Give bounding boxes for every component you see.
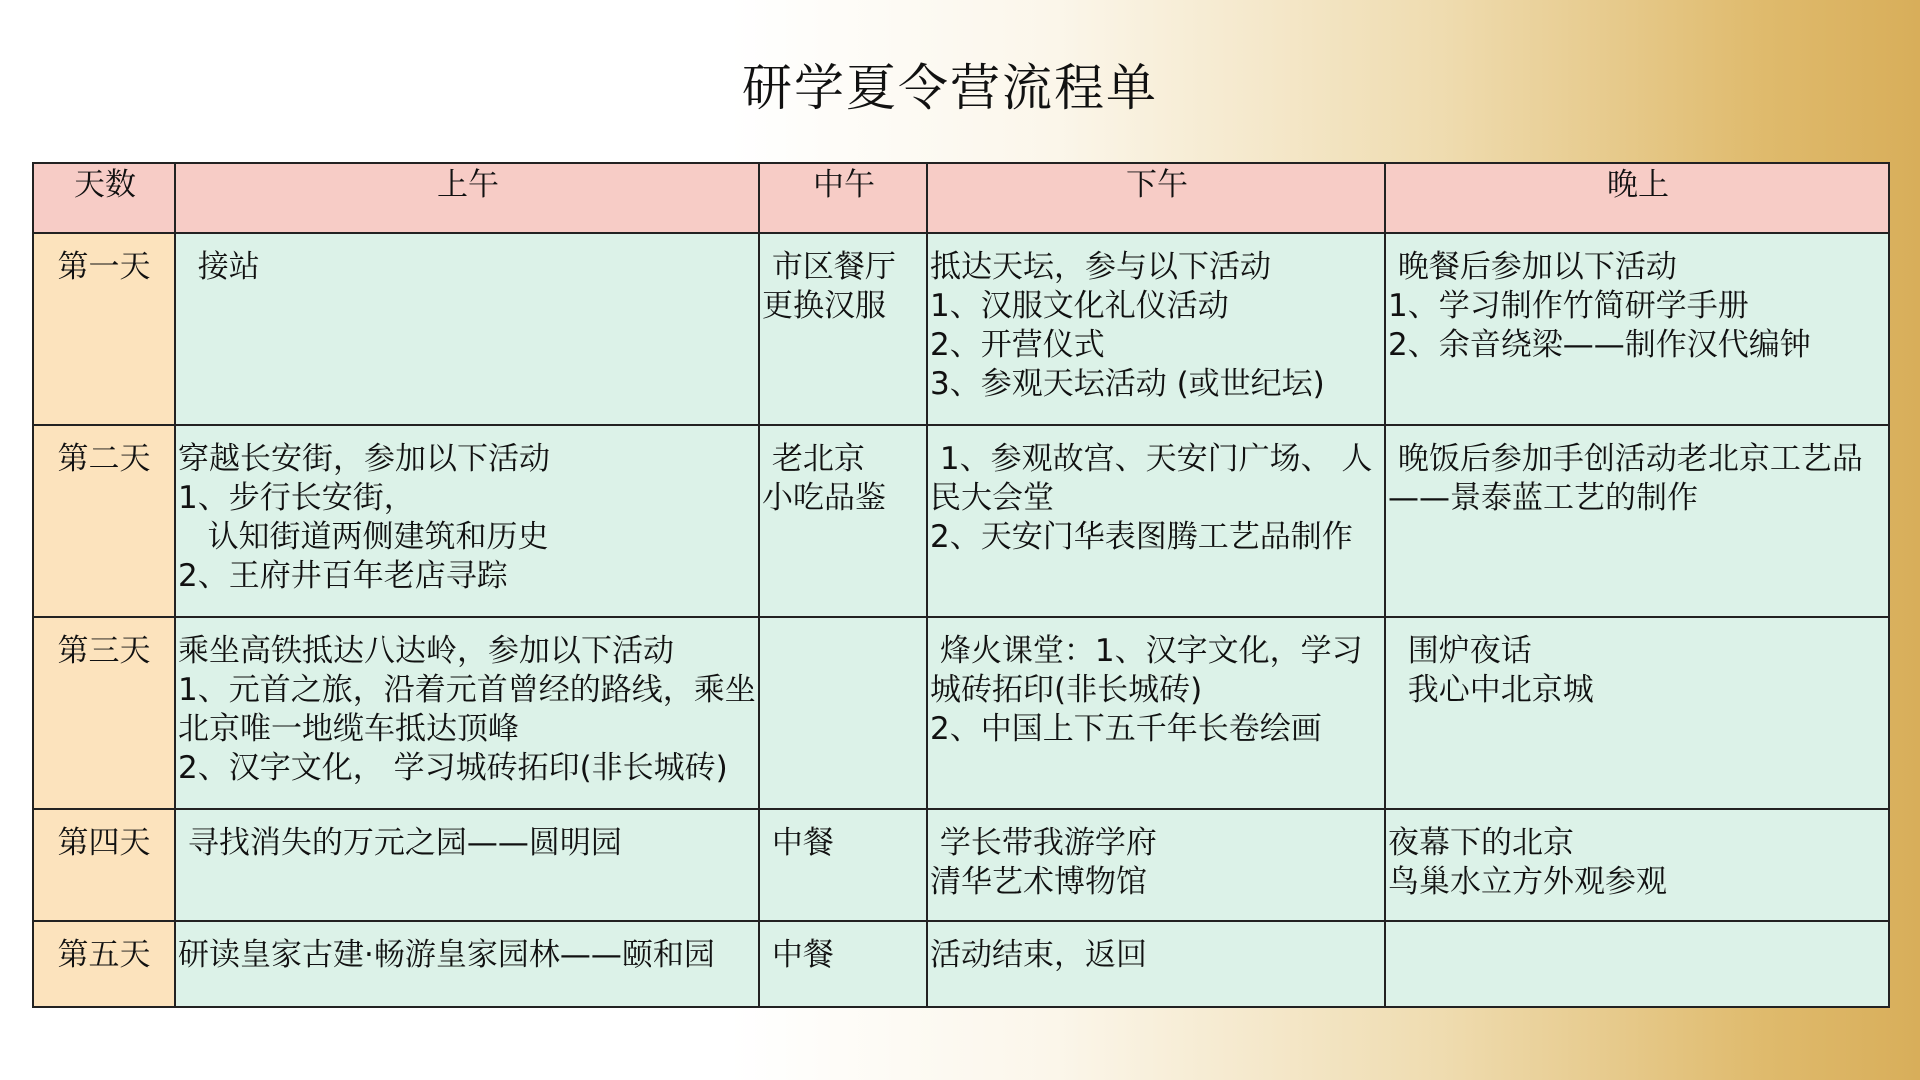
cell-noon — [759, 809, 927, 921]
cell-line: 清华艺术博物馆 — [930, 864, 1147, 900]
schedule-table — [32, 162, 1890, 1008]
cell-noon — [759, 233, 927, 425]
cell-line: 烽火课堂：1、汉字文化，学习城砖拓印(非长城砖) — [930, 633, 1363, 708]
cell-line: 中餐 — [762, 937, 834, 973]
cell-morning — [175, 233, 759, 425]
cell-afternoon — [927, 809, 1385, 921]
table-row — [33, 809, 1889, 921]
header-morning: 上午 — [175, 163, 759, 233]
cell-noon — [759, 425, 927, 617]
header-noon: 中午 — [759, 163, 927, 233]
cell-line: 中餐 — [762, 825, 834, 861]
table-row — [33, 921, 1889, 1007]
cell-line: 晚饭后参加手创活动老北京工艺品——景泰蓝工艺的制作 — [1388, 441, 1863, 516]
cell-line: 抵达天坛，参与以下活动 — [930, 249, 1271, 285]
cell-evening — [1385, 809, 1889, 921]
cell-day: 第一天 — [33, 233, 175, 425]
cell-day: 第二天 — [33, 425, 175, 617]
cell-line: 接站 — [178, 249, 260, 285]
table-row — [33, 425, 1889, 617]
table-row — [33, 233, 1889, 425]
page-title: 研学夏令营流程单 — [742, 59, 1158, 117]
cell-line: 小吃品鉴 — [762, 480, 886, 516]
cell-line: 研读皇家古建·畅游皇家园林——颐和园 — [178, 937, 715, 973]
cell-morning — [175, 921, 759, 1007]
header-afternoon: 下午 — [927, 163, 1385, 233]
cell-noon — [759, 617, 927, 809]
cell-line: 2、余音绕梁——制作汉代编钟 — [1388, 327, 1811, 363]
cell-noon — [759, 921, 927, 1007]
cell-line: 乘坐高铁抵达八达岭，参加以下活动 — [178, 633, 674, 669]
cell-line: 我心中北京城 — [1388, 672, 1594, 708]
cell-line: 2、王府井百年老店寻踪 — [178, 558, 508, 594]
cell-morning — [175, 809, 759, 921]
table-row — [33, 617, 1889, 809]
cell-line: 寻找消失的万元之园——圆明园 — [178, 825, 622, 861]
cell-line: 老北京 — [762, 441, 865, 477]
cell-morning — [175, 617, 759, 809]
header-day: 天数 — [33, 163, 175, 233]
cell-day: 第三天 — [33, 617, 175, 809]
cell-afternoon — [927, 921, 1385, 1007]
cell-evening — [1385, 233, 1889, 425]
header-row — [33, 163, 1889, 233]
cell-evening — [1385, 425, 1889, 617]
cell-line: 围炉夜话 — [1388, 633, 1532, 669]
cell-morning — [175, 425, 759, 617]
cell-line: 市区餐厅 — [762, 249, 896, 285]
cell-line: 活动结束，返回 — [930, 937, 1147, 973]
cell-line: 认知街道两侧建筑和历史 — [178, 519, 549, 555]
cell-line: 1、元首之旅，沿着元首曾经的路线，乘坐北京唯一地缆车抵达顶峰 — [178, 672, 756, 747]
cell-afternoon — [927, 233, 1385, 425]
cell-line: 1、步行长安街， — [178, 480, 415, 516]
cell-line: 3、参观天坛活动 (或世纪坛) — [930, 366, 1325, 402]
cell-line: 鸟巢水立方外观参观 — [1388, 864, 1667, 900]
cell-line: 穿越长安街，参加以下活动 — [178, 441, 550, 477]
cell-day: 第五天 — [33, 921, 175, 1007]
cell-line: 2、天安门华表图腾工艺品制作 — [930, 519, 1353, 555]
cell-day: 第四天 — [33, 809, 175, 921]
cell-line: 1、学习制作竹简研学手册 — [1388, 288, 1749, 324]
cell-line: 学长带我游学府 — [930, 825, 1157, 861]
cell-line: 更换汉服 — [762, 288, 886, 324]
cell-evening — [1385, 617, 1889, 809]
cell-line: 2、中国上下五千年长卷绘画 — [930, 711, 1322, 747]
cell-evening — [1385, 921, 1889, 1007]
cell-line: 1、参观故宫、天安门广场、 人民大会堂 — [930, 441, 1373, 516]
cell-line: 2、开营仪式 — [930, 327, 1105, 363]
cell-afternoon — [927, 425, 1385, 617]
cell-afternoon — [927, 617, 1385, 809]
cell-line: 晚餐后参加以下活动 — [1388, 249, 1677, 285]
cell-line: 夜幕下的北京 — [1388, 825, 1574, 861]
cell-line: 1、汉服文化礼仪活动 — [930, 288, 1229, 324]
cell-line: 2、汉字文化， 学习城砖拓印(非长城砖) — [178, 750, 728, 786]
header-evening: 晚上 — [1385, 163, 1889, 233]
